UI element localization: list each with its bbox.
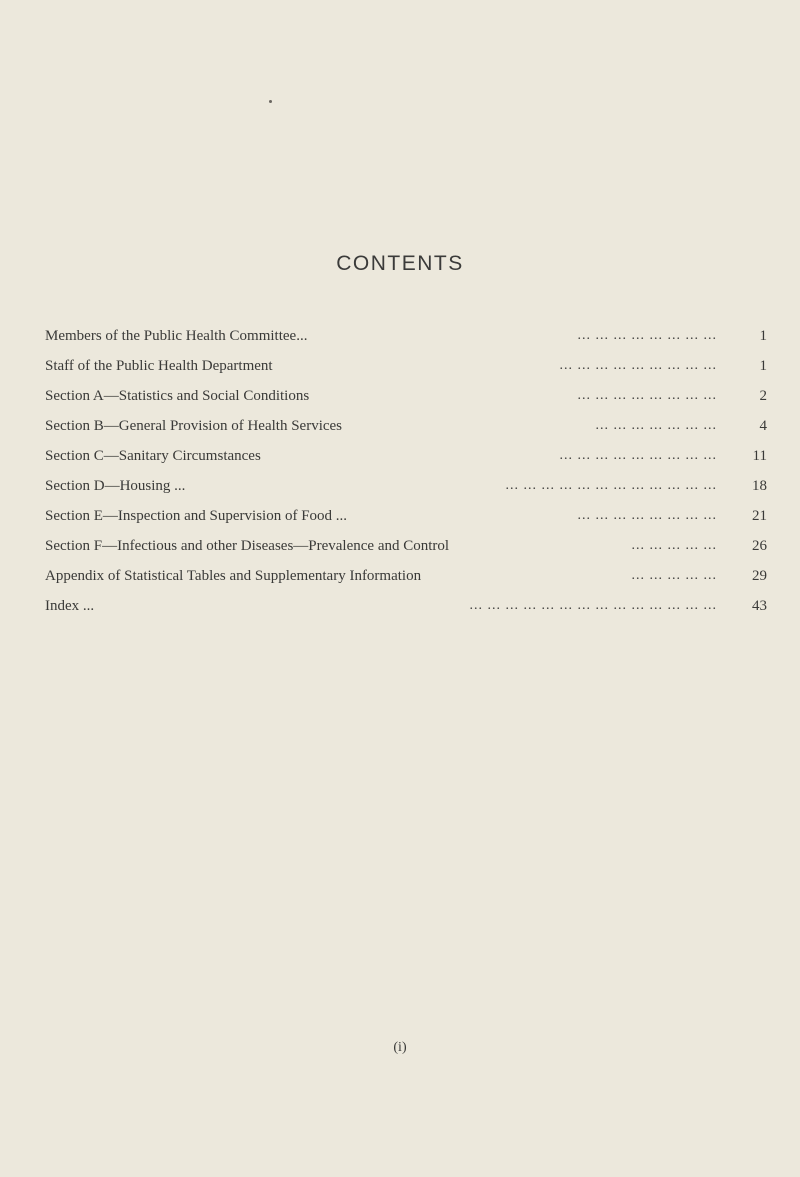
toc-entry-leader: ... ... ... ... ... ... ...: [595, 418, 717, 433]
toc-entry-leader: ... ... ... ... ... ... ... ... ... ... ... ...: [505, 478, 717, 493]
toc-entry: [45, 566, 767, 596]
toc-entry: [45, 386, 767, 416]
page-number-footer: (i): [393, 1040, 407, 1055]
toc-entry-title: Section B—General Provision of Health Services: [45, 418, 343, 434]
toc-entry-leader: ... ... ... ... ... ... ... ... ... ... ... ... ... ...: [469, 598, 717, 613]
toc-entry: [45, 446, 767, 476]
toc-entry-title: Section D—Housing ...: [45, 478, 186, 494]
toc-entry-title: Staff of the Public Health Department: [45, 358, 273, 374]
toc-entry-leader: ... ... ... ... ... ... ... ...: [577, 508, 717, 523]
toc-entry-title: Section C—Sanitary Circumstances: [45, 448, 261, 464]
toc-entry: [45, 356, 767, 386]
toc-entry-page: 26: [752, 538, 767, 554]
table-of-contents: [45, 326, 767, 626]
toc-entry-title: Appendix of Statistical Tables and Supplementary Information: [45, 568, 422, 584]
toc-entry: [45, 476, 767, 506]
toc-entry: [45, 506, 767, 536]
toc-entry-title: Index ...: [45, 598, 95, 614]
toc-entry-page: 29: [752, 568, 767, 584]
toc-entry-page: 21: [752, 508, 767, 524]
toc-entry-page: 11: [752, 448, 767, 464]
toc-entry-leader: ... ... ... ... ... ... ... ...: [577, 388, 717, 403]
toc-entry: [45, 326, 767, 356]
toc-entry-title: Section E—Inspection and Supervision of Food ...: [45, 508, 348, 524]
toc-entry-page: 1: [759, 358, 767, 374]
toc-entry-leader: ... ... ... ... ... ... ... ... ...: [559, 448, 717, 463]
toc-entry-page: 4: [759, 418, 767, 434]
toc-entry-leader: ... ... ... ... ... ... ... ...: [577, 328, 717, 343]
toc-entry: [45, 596, 767, 626]
toc-entry-title: Members of the Public Health Committee...: [45, 328, 308, 344]
toc-entry-leader: ... ... ... ... ... ... ... ... ...: [559, 358, 717, 373]
toc-entry-page: 18: [752, 478, 767, 494]
toc-entry-leader: ... ... ... ... ...: [631, 538, 717, 553]
toc-entry-title: Section A—Statistics and Social Conditions: [45, 388, 310, 404]
toc-entry-title: Section F—Infectious and other Diseases—Prevalence and Control: [45, 538, 450, 554]
toc-entry-page: 2: [759, 388, 767, 404]
toc-entry: [45, 536, 767, 566]
toc-entry-page: 1: [759, 328, 767, 344]
toc-entry: [45, 416, 767, 446]
page-title: CONTENTS: [336, 252, 464, 275]
toc-entry-leader: ... ... ... ... ...: [631, 568, 717, 583]
paper-speck: [269, 100, 272, 103]
toc-entry-page: 43: [752, 598, 767, 614]
